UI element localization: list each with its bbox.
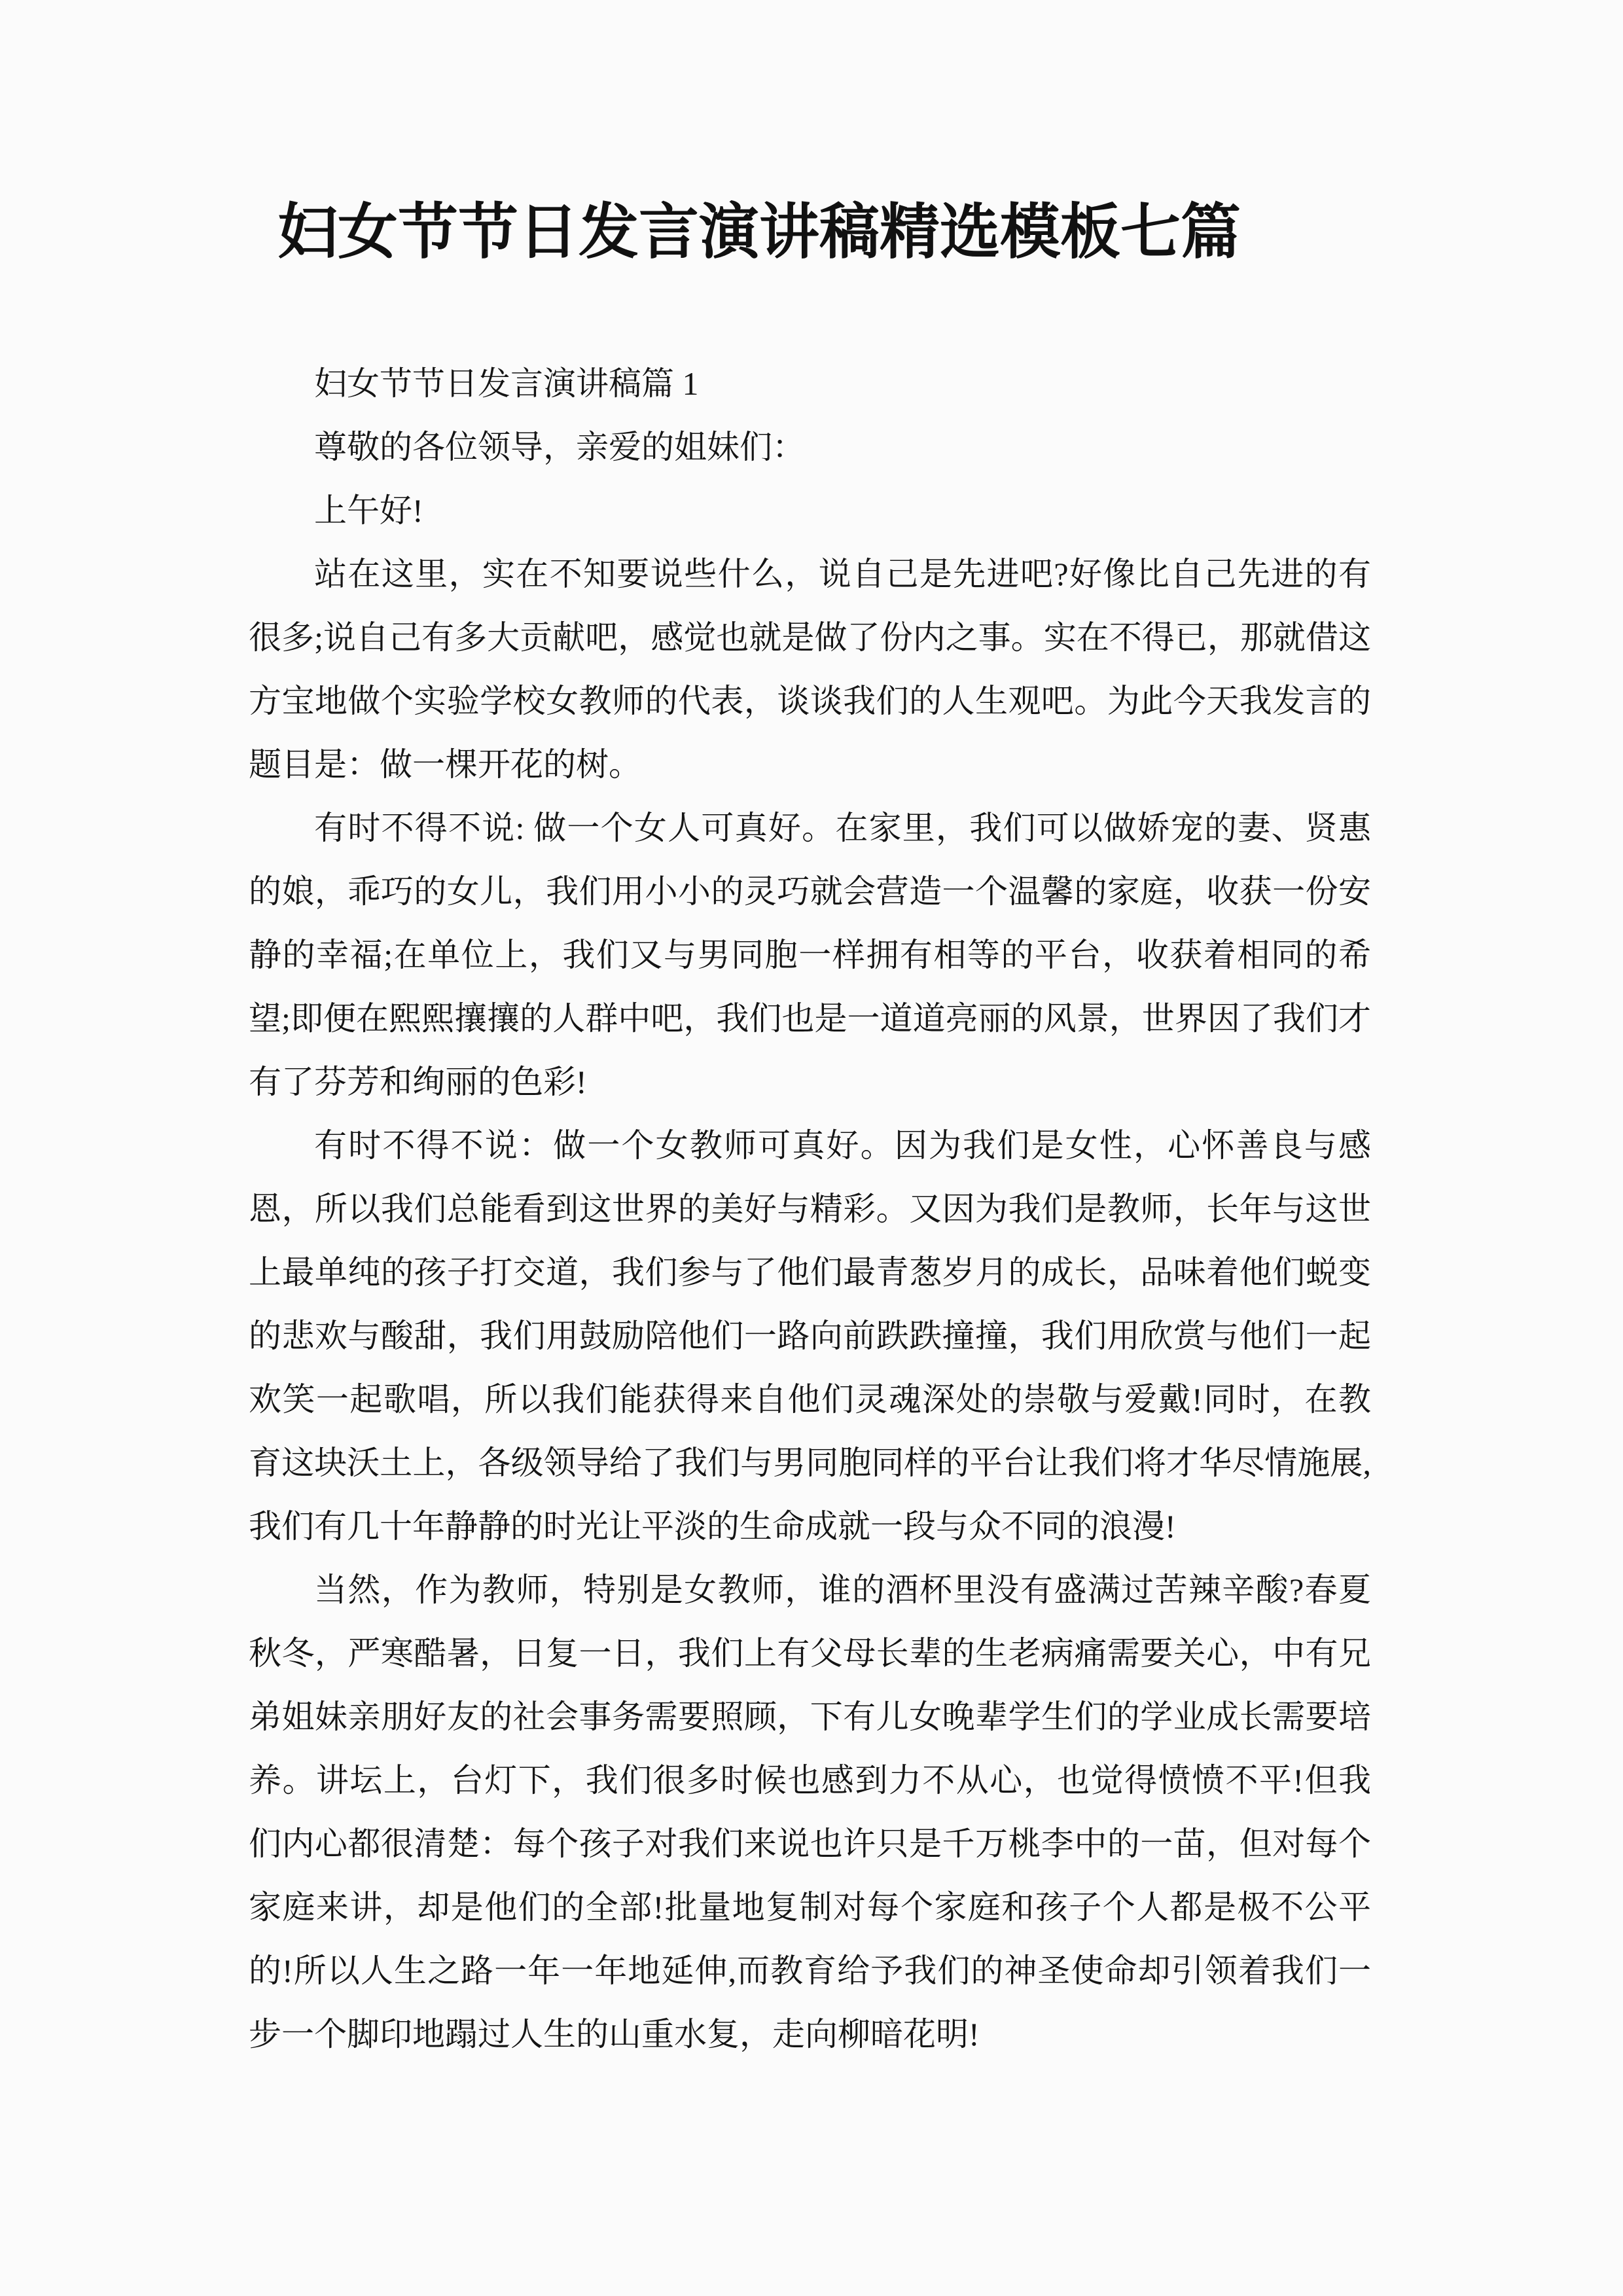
document-body	[249, 352, 1371, 2066]
paragraph: 有时不得不说：做一个女教师可真好。因为我们是女性，心怀善良与感恩，所以我们总能看到这世界的美好与精彩。又因为我们是教师，长年与这世上最单纯的孩子打交道，我们参与了他们最青葱岁月的成长，品味着他们蜕变的悲欢与酸甜，我们用鼓励陪他们一路向前跌跌撞撞，我们用欣赏与他们一起欢笑一起歌唱，所以我们能获得来自他们灵魂深处的崇敬与爱戴!同时，在教育这块沃土上，各级领导给了我们与男同胞同样的平台让我们将才华尽情施展,我们有几十年静静的时光让平淡的生命成就一段与众不同的浪漫!	[249, 1127, 1371, 1545]
paragraph: 有时不得不说: 做一个女人可真好。在家里，我们可以做娇宠的妻、贤惠的娘，乖巧的女儿，我们用小小的灵巧就会营造一个温馨的家庭，收获一份安静的幸福;在单位上，我们又与男同胞一样拥有相等的平台，收获着相同的希望;即便在熙熙攘攘的人群中吧，我们也是一道道亮丽的风景，世界因了我们才有了芬芳和绚丽的色彩!	[249, 810, 1371, 1100]
paragraph: 当然，作为教师，特别是女教师，谁的酒杯里没有盛满过苦辣辛酸?春夏秋冬，严寒酷暑，日复一日，我们上有父母长辈的生老病痛需要关心，中有兄弟姐妹亲朋好友的社会事务需要照顾，下有儿女晚辈学生们的学业成长需要培养。讲坛上，台灯下，我们很多时候也感到力不从心，也觉得愤愤不平!但我们内心都很清楚：每个孩子对我们来说也许只是千万桃李中的一苗，但对每个家庭来讲，却是他们的全部!批量地复制对每个家庭和孩子个人都是极不公平的!所以人生之路一年一年地延伸,而教育给予我们的神圣使命却引领着我们一步一个脚印地蹋过人生的山重水复，走向柳暗花明!	[249, 1571, 1371, 2053]
paragraph-salutation: 尊敬的各位领导，亲爱的姐妹们：	[314, 429, 805, 465]
paragraph-section-heading: 妇女节节日发言演讲稿篇 1	[314, 365, 699, 402]
document-title: 妇女节节日发言演讲稿精选模板七篇	[277, 199, 1241, 266]
paragraph: 站在这里，实在不知要说些什么，说自己是先进吧?好像比自己先进的有很多;说自己有多大贡献吧，感觉也就是做了份内之事。实在不得已，那就借这方宝地做个实验学校女教师的代表，谈谈我们的人生观吧。为此今天我发言的题目是：做一棵开花的树。	[249, 556, 1371, 783]
paragraph-greeting: 上午好!	[314, 492, 423, 529]
